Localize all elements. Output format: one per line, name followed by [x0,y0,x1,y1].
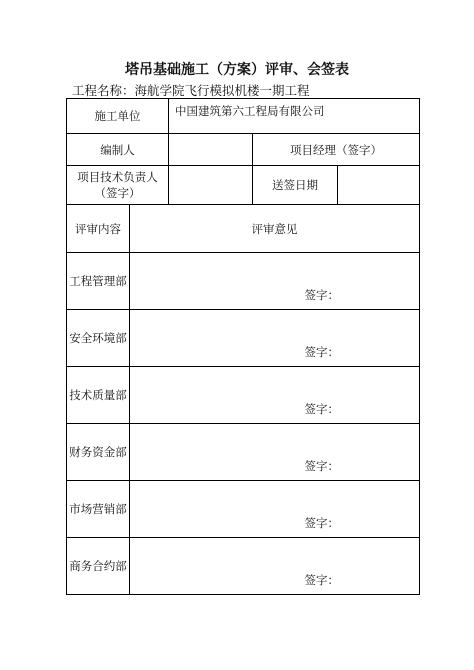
project-name: 工程名称：海航学院飞行模拟机楼一期工程 [72,83,310,98]
tech-lead-label [67,166,169,205]
submit-date-value[interactable] [338,166,420,205]
dept-opinion[interactable] [130,481,420,538]
signature-label: 签字： [304,573,340,587]
dept-row [67,481,420,538]
row-header [67,205,420,253]
review-content-header: 评审内容 [67,205,130,253]
review-signoff-table [66,98,420,595]
signature-label: 签字： [304,288,340,302]
submit-date-label: 送签日期 [253,166,338,205]
dept-row [67,253,420,310]
row-contractor [67,99,420,134]
dept-row [67,310,420,367]
dept-name: 市场营销部 [67,481,130,538]
dept-opinion[interactable] [130,367,420,424]
dept-opinion[interactable] [130,424,420,481]
dept-row [67,367,420,424]
tech-lead-label-line2: （签字） [94,186,141,200]
signature-label: 签字： [304,402,340,416]
tech-lead-value[interactable] [169,166,253,205]
dept-opinion[interactable] [130,538,420,595]
review-opinion-header: 评审意见 [130,205,420,253]
dept-opinion[interactable] [130,253,420,310]
dept-name: 安全环境部 [67,310,130,367]
signature-label: 签字： [304,459,340,473]
row-author [67,134,420,166]
dept-row [67,424,420,481]
project-manager-label: 项目经理（签字） [253,134,420,166]
tech-lead-label-line1: 项目技术负责人 [77,170,158,184]
dept-name: 工程管理部 [67,253,130,310]
dept-name: 财务资金部 [67,424,130,481]
author-label: 编制人 [67,134,169,166]
author-value[interactable] [169,134,253,166]
signature-label: 签字： [304,345,340,359]
dept-row [67,538,420,595]
dept-opinion[interactable] [130,310,420,367]
contractor-label: 施工单位 [67,99,169,134]
signature-label: 签字： [304,516,340,530]
contractor-value: 中国建筑第六工程局有限公司 [169,99,420,134]
row-tech-lead [67,166,420,205]
dept-name: 技术质量部 [67,367,130,424]
dept-name: 商务合约部 [67,538,130,595]
form-title: 塔吊基础施工（方案）评审、会签表 [125,62,349,78]
